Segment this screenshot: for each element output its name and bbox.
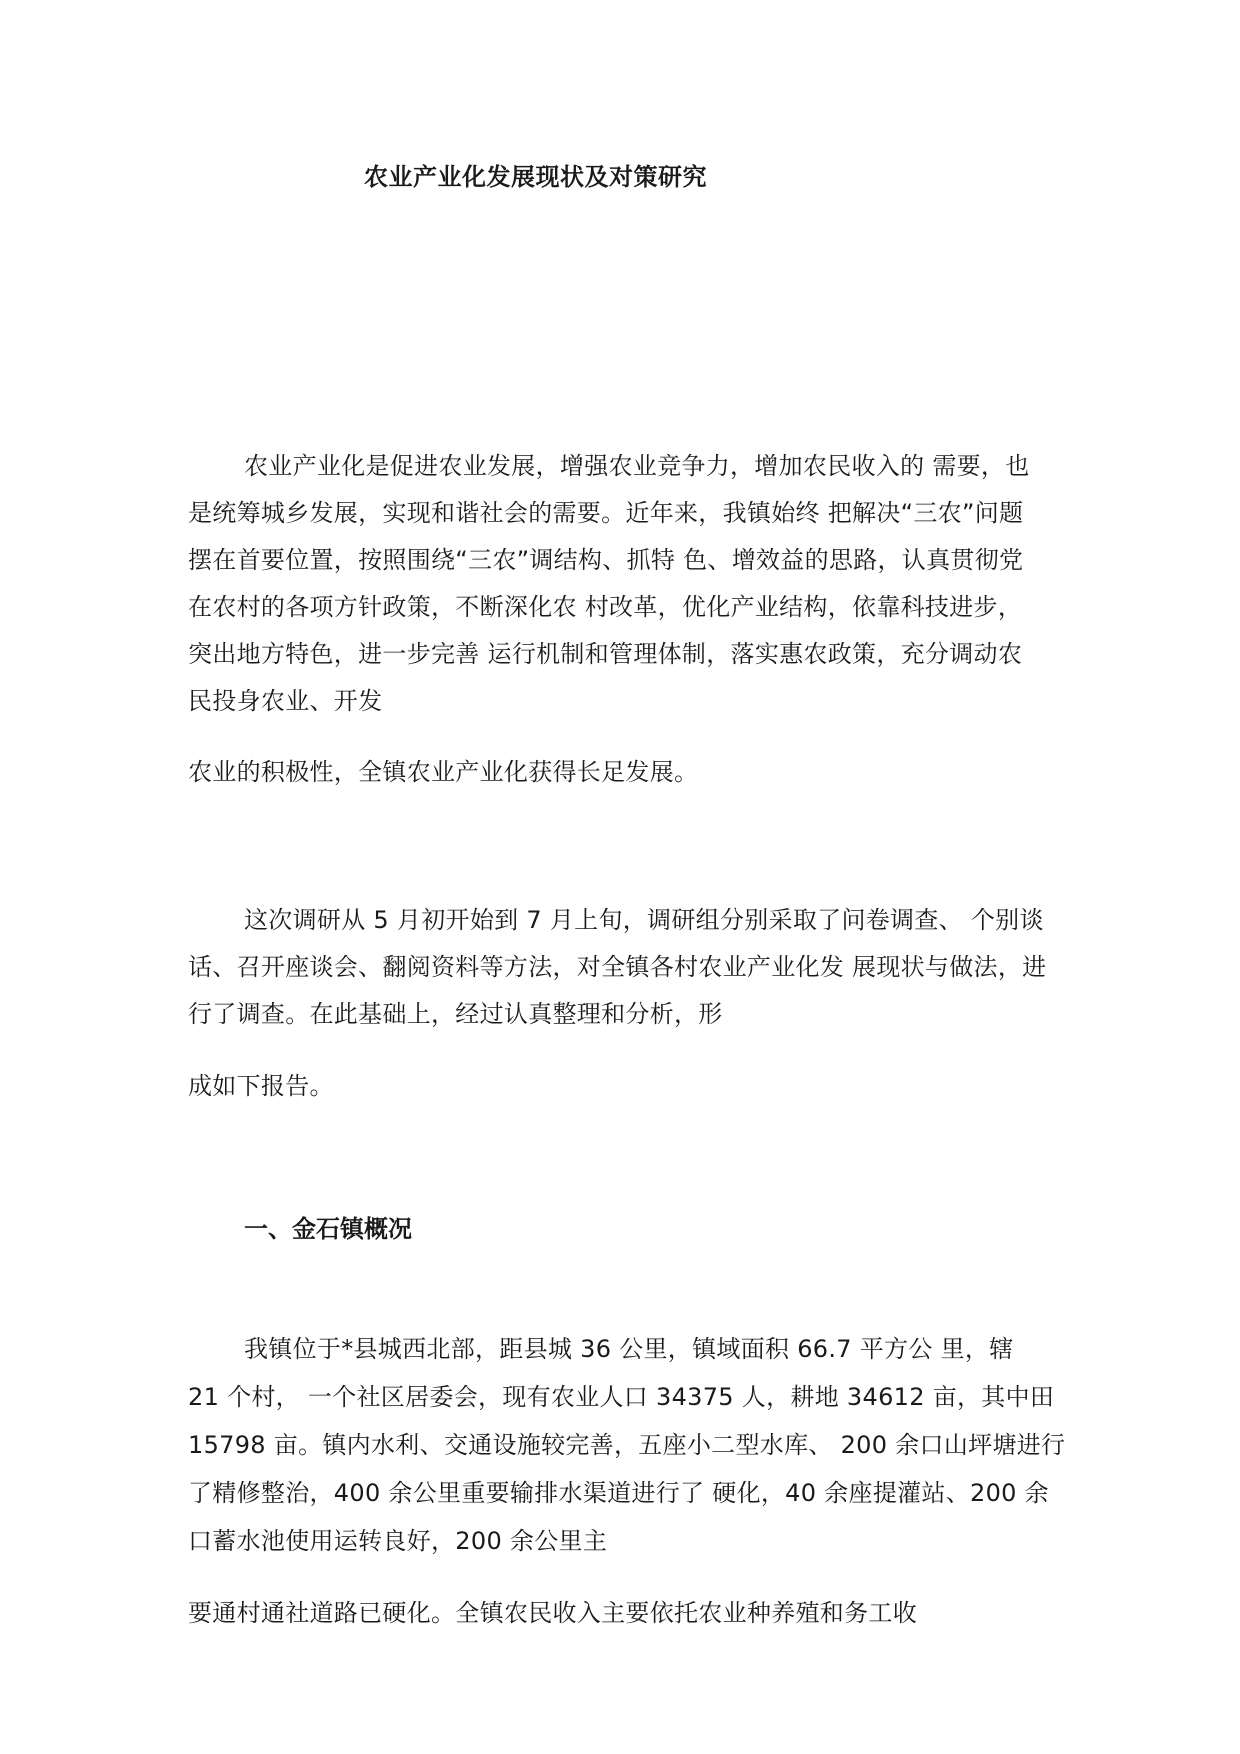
section1-line-4: 了精修整治，400 余公里重要输排水渠道进行了 硬化，40 余座提灌站、200 余 <box>188 1479 1049 1507</box>
intro-tail-line: 农业的积极性，全镇农业产业化获得长足发展。 <box>188 758 699 786</box>
research-line-1: 这次调研从 5 月初开始到 7 月上旬，调研组分别采取了问卷调查、 个别谈 <box>244 906 1044 934</box>
research-tail-line: 成如下报告。 <box>188 1072 334 1100</box>
section1-tail-line: 要通村通社道路已硬化。全镇农民收入主要依托农业种养殖和务工收 <box>188 1599 917 1627</box>
section1-line-3: 15798 亩。镇内水利、交通设施较完善，五座小二型水库、 200 余口山坪塘进行 <box>188 1431 1066 1459</box>
intro-line-1: 农业产业化是促进农业发展，增强农业竞争力，增加农民收入的 需要，也 <box>244 452 1030 480</box>
research-line-2: 话、召开座谈会、翻阅资料等方法，对全镇各村农业产业化发 展现状与做法，进 <box>188 953 1047 981</box>
intro-line-4: 在农村的各项方针政策，不断深化农 村改革，优化产业结构，依靠科技进步， <box>188 593 1023 621</box>
document-title: 农业产业化发展现状及对策研究 <box>364 163 707 191</box>
intro-line-2: 是统筹城乡发展，实现和谐社会的需要。近年来，我镇始终 把解决“三农”问题 <box>188 499 1024 527</box>
section-heading: 一、金石镇概况 <box>244 1215 412 1243</box>
research-line-3: 行了调查。在此基础上，经过认真整理和分析，形 <box>188 1000 723 1028</box>
section1-line-2: 21 个村， 一个社区居委会，现有农业人口 34375 人，耕地 34612 亩，其中田 <box>188 1383 1055 1411</box>
intro-line-3: 摆在首要位置，按照围绕“三农”调结构、抓特 色、增效益的思路，认真贯彻党 <box>188 546 1024 574</box>
intro-line-5: 突出地方特色，进一步完善 运行机制和管理体制，落实惠农政策，充分调动农 <box>188 640 1023 668</box>
intro-line-6: 民投身农业、开发 <box>188 687 383 715</box>
section1-line-1: 我镇位于*县城西北部，距县城 36 公里，镇域面积 66.7 平方公 里，辖 <box>244 1335 1014 1363</box>
section1-line-5: 口蓄水池使用运转良好，200 余公里主 <box>188 1527 608 1555</box>
